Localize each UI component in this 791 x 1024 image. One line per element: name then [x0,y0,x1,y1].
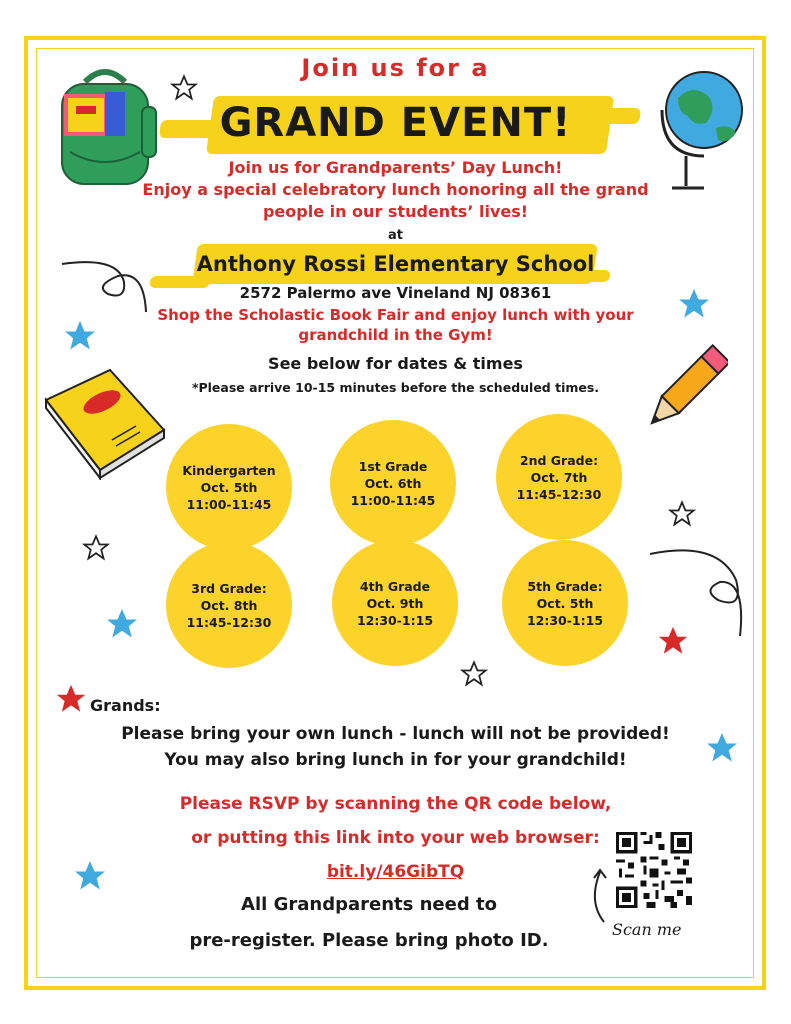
rsvp-line: Please RSVP by scanning the QR code below, [179,794,612,814]
schedule-slot [330,420,456,546]
at-label: at [388,228,403,243]
slot-grade: 5th Grade: [527,578,603,594]
intro-line: Enjoy a special celebratory lunch honoring all the grand [142,180,649,199]
book-fair-line: grandchild in the Gym! [298,326,493,344]
grand-event-title: GRAND EVENT! [219,100,572,146]
grands-label: Grands: [90,696,161,715]
lunch-note: Please bring your own lunch - lunch will not be provided! [121,724,670,744]
slot-time: 11:45-12:30 [516,486,602,502]
school-name: Anthony Rossi Elementary School [196,252,595,276]
schedule-slot [166,424,292,550]
rsvp-line: or putting this link into your web browser: [191,828,600,848]
star-icon [668,500,696,528]
lunch-note: You may also bring lunch in for your grandchild! [164,750,627,770]
schedule-slot [502,540,628,666]
join-heading: Join us for a [301,54,490,82]
star-icon [460,660,488,688]
schedule-slot [332,540,458,666]
slot-time: 11:00-11:45 [186,496,272,512]
star-icon [104,606,140,642]
scan-me-label: Scan me [612,920,682,939]
slot-time: 12:30-1:15 [526,612,604,628]
slot-time: 12:30-1:15 [356,612,434,628]
schedule-slot [166,542,292,668]
slot-time: 11:00-11:45 [350,492,436,508]
schedule-heading: See below for dates & times [268,354,523,373]
slot-grade: 1st Grade [358,458,428,474]
slot-grade: 3rd Grade: [191,580,267,596]
intro-line: Join us for Grandparents’ Day Lunch! [228,158,563,177]
book-fair-line: Shop the Scholastic Book Fair and enjoy lunch with your [157,306,634,324]
intro-line: people in our students’ lives! [262,202,529,221]
slot-grade: 2nd Grade: [519,452,599,468]
slot-grade: Kindergarten [182,462,276,478]
star-icon [82,534,110,562]
register-line: pre-register. Please bring photo ID. [189,930,549,951]
slot-date: Oct. 6th [364,475,422,491]
schedule-slot [496,414,622,540]
slot-date: Oct. 7th [530,469,588,485]
arrival-note: *Please arrive 10-15 minutes before the scheduled times. [191,380,600,395]
school-address: 2572 Palermo ave Vineland NJ 08361 [239,284,552,302]
register-line: All Grandparents need to [241,894,497,915]
qr-code-icon[interactable] [616,832,692,908]
rsvp-link[interactable]: bit.ly/46GibTQ [326,862,465,882]
slot-date: Oct. 8th [200,597,258,613]
slot-date: Oct. 5th [200,479,258,495]
slot-date: Oct. 9th [366,595,424,611]
book-icon [40,360,170,480]
slot-grade: 4th Grade [359,578,431,594]
star-icon [54,682,88,716]
slot-date: Oct. 5th [536,595,594,611]
star-icon [656,624,690,658]
slot-time: 11:45-12:30 [186,614,272,630]
